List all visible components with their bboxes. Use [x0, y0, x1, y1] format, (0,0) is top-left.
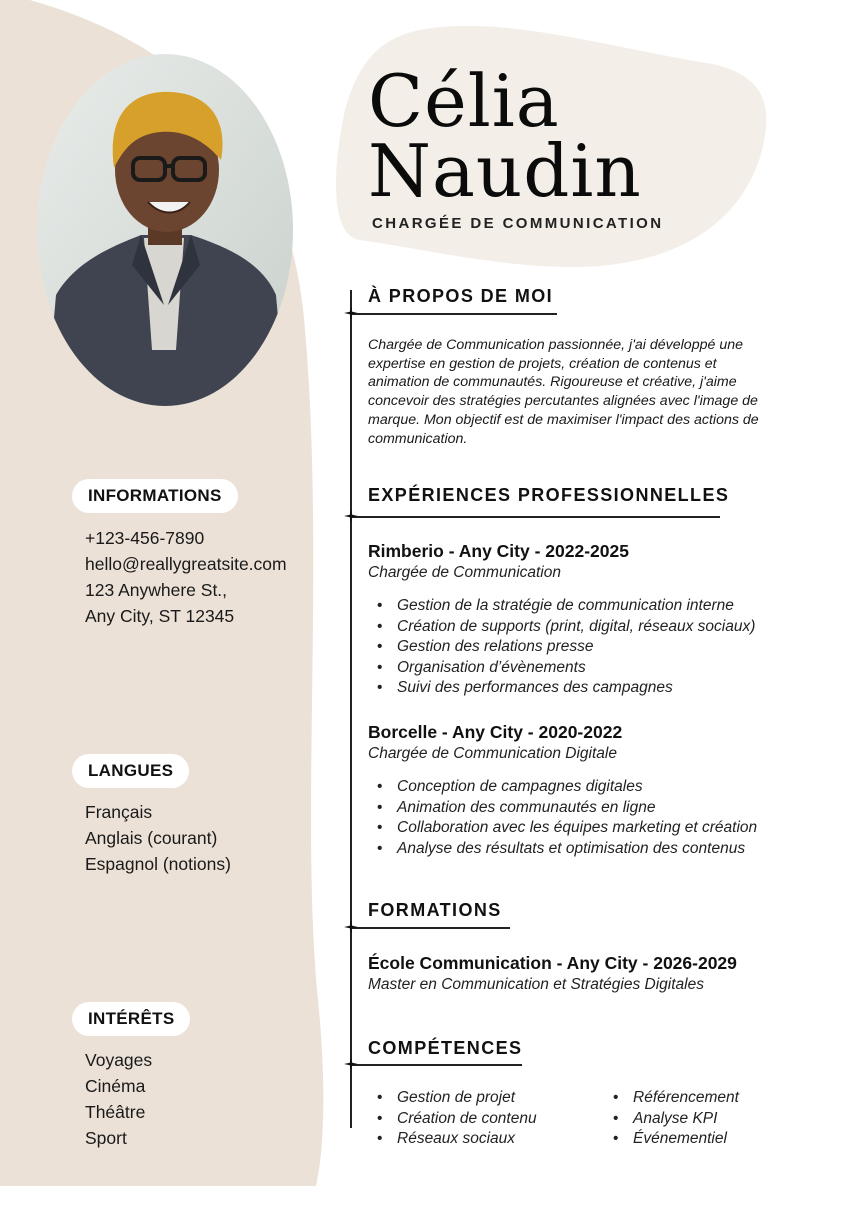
- address-city: Any City, ST 12345: [85, 606, 235, 626]
- timeline-star-icon: [344, 920, 358, 934]
- task-item: • Conception de campagnes digitales: [368, 777, 757, 798]
- about-line: Chargée de Communication passionnée, j'ai développé une: [368, 337, 743, 353]
- task-item: • Analyse des résultats et optimisation des contenus: [368, 839, 757, 860]
- language-item: Anglais (courant): [85, 828, 218, 848]
- interest-item: Voyages: [85, 1050, 153, 1070]
- skill-item: • Analyse KPI: [604, 1109, 739, 1130]
- about-text: [368, 336, 783, 448]
- interest-item: Théâtre: [85, 1102, 146, 1122]
- job-2-title: Borcelle - Any City - 2020-2022: [368, 722, 623, 742]
- job-1-role: Chargée de Communication: [368, 564, 561, 581]
- about-line: animation de communautés. Rigoureuse et créative, j'aime: [368, 374, 737, 391]
- job-1-title: Rimberio - Any City - 2022-2025: [368, 541, 629, 561]
- competences-rule: [350, 1064, 522, 1066]
- task-item: • Gestion des relations presse: [368, 637, 755, 658]
- timeline-star-icon: [344, 1057, 358, 1071]
- formations-heading: FORMATIONS: [368, 900, 502, 920]
- about-line: marque. Mon objectif est de maximiser l'impact des actions de: [368, 411, 759, 428]
- skills-column-1: [368, 1088, 537, 1150]
- language-item: Français: [85, 802, 153, 822]
- address-street: 123 Anywhere St.,: [85, 580, 228, 600]
- experiences-heading: EXPÉRIENCES PROFESSIONNELLES: [368, 485, 730, 505]
- languages-list: [85, 799, 231, 877]
- task-item: • Création de supports (print, digital, réseaux sociaux): [368, 617, 755, 638]
- last-name: Naudin: [368, 129, 642, 213]
- formations-rule: [350, 927, 510, 929]
- skill-item: • Référencement: [604, 1088, 739, 1109]
- timeline-line: [350, 290, 352, 1128]
- school-title: École Communication - Any City - 2026-2029: [368, 953, 737, 973]
- timeline-star-icon: [344, 306, 358, 320]
- timeline-star-icon: [344, 509, 358, 523]
- informations-heading: INFORMATIONS: [72, 479, 238, 513]
- job-1-tasks: [368, 596, 755, 699]
- task-item: • Animation des communautés en ligne: [368, 798, 757, 819]
- interests-list: [85, 1047, 152, 1151]
- about-line: expertise en gestion de projets, création de contenus et: [368, 355, 717, 372]
- contact-info: [85, 525, 287, 629]
- experiences-rule: [350, 516, 720, 518]
- job-2-tasks: [368, 777, 757, 859]
- email-address: hello@reallygreatsite.com: [85, 554, 287, 574]
- first-name: Célia: [368, 59, 560, 143]
- about-rule: [350, 313, 557, 315]
- skill-item: • Gestion de projet: [368, 1088, 537, 1109]
- job-title: CHARGÉE DE COMMUNICATION: [372, 215, 664, 232]
- interest-item: Cinéma: [85, 1076, 146, 1096]
- langues-heading: LANGUES: [72, 754, 189, 788]
- degree-name: Master en Communication et Stratégies Digitales: [368, 976, 704, 993]
- skill-item: • Réseaux sociaux: [368, 1129, 537, 1150]
- task-item: • Gestion de la stratégie de communication interne: [368, 596, 755, 617]
- job-2-role: Chargée de Communication Digitale: [368, 745, 617, 762]
- skill-item: • Création de contenu: [368, 1109, 537, 1130]
- competences-heading: COMPÉTENCES: [368, 1038, 523, 1058]
- task-item: • Suivi des performances des campagnes: [368, 678, 755, 699]
- task-item: • Organisation d’évènements: [368, 658, 755, 679]
- task-item: • Collaboration avec les équipes marketing et création: [368, 818, 757, 839]
- skills-column-2: [604, 1088, 739, 1150]
- profile-photo: [36, 50, 294, 410]
- about-line: communication.: [368, 430, 468, 447]
- skill-item: • Événementiel: [604, 1129, 739, 1150]
- interest-item: Sport: [85, 1128, 127, 1148]
- interets-heading: INTÉRÊTS: [72, 1002, 190, 1036]
- phone-number: +123-456-7890: [85, 528, 205, 548]
- language-item: Espagnol (notions): [85, 854, 231, 874]
- about-line: concevoir des stratégies percutantes alignées avec l'image de: [368, 393, 758, 410]
- about-heading: À PROPOS DE MOI: [368, 286, 554, 306]
